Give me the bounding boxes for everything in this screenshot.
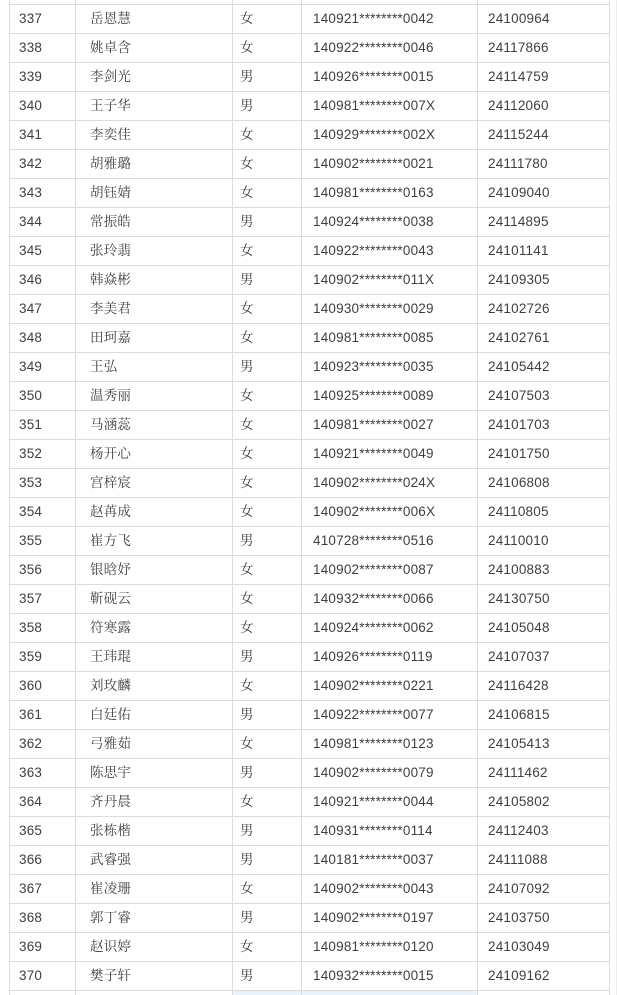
- cell-id-number: 140922********0077: [302, 701, 478, 729]
- table-row: [10, 788, 610, 817]
- cell-name: 胡雅璐: [76, 150, 233, 178]
- cell-gender: 男: [233, 759, 302, 787]
- table-body: [10, 5, 610, 991]
- cell-exam-number: [478, 991, 610, 995]
- cell-gender: 女: [233, 150, 302, 178]
- cell-exam-number: 24101750: [478, 440, 610, 468]
- cell-name: 王弘: [76, 353, 233, 381]
- cell-id-number: 140922********0046: [302, 34, 478, 62]
- table-row: [10, 759, 610, 788]
- cell-exam-number: 24102726: [478, 295, 610, 323]
- cell-name: 银晗妤: [76, 556, 233, 584]
- cell-exam-number: 24105048: [478, 614, 610, 642]
- table-row: [10, 556, 610, 585]
- cell-name: 刘玫麟: [76, 672, 233, 700]
- cell-name: 赵苒成: [76, 498, 233, 526]
- table-row: [10, 5, 610, 34]
- cell-id-number: 140921********0049: [302, 440, 478, 468]
- cell-name: 温秀丽: [76, 382, 233, 410]
- cell-gender: 女: [233, 933, 302, 961]
- cell-row-number: 338: [10, 34, 76, 62]
- table-row: [10, 440, 610, 469]
- cell-id-number: 140181********0037: [302, 846, 478, 874]
- cell-gender: 男: [233, 962, 302, 990]
- cell-gender: 男: [233, 846, 302, 874]
- cell-gender: 男: [233, 266, 302, 294]
- cell-name: 胡钰婧: [76, 179, 233, 207]
- cell-exam-number: 24100964: [478, 5, 610, 33]
- cell-id-number: 140922********0043: [302, 237, 478, 265]
- cell-name: 符寒露: [76, 614, 233, 642]
- cell-name: 郭丁睿: [76, 904, 233, 932]
- cell-row-number: 345: [10, 237, 76, 265]
- cell-row-number: 354: [10, 498, 76, 526]
- cell-row-number: 346: [10, 266, 76, 294]
- cell-id-number: 140923********0035: [302, 353, 478, 381]
- cell-row-number: 368: [10, 904, 76, 932]
- cell-gender: 女: [233, 585, 302, 613]
- cell-name: 李美君: [76, 295, 233, 323]
- cell-name: 崔凌珊: [76, 875, 233, 903]
- cell-gender: 男: [233, 92, 302, 120]
- table-row: [10, 498, 610, 527]
- cell-exam-number: 24111780: [478, 150, 610, 178]
- cell-row-number: 355: [10, 527, 76, 555]
- cell-exam-number: 24116428: [478, 672, 610, 700]
- cell-id-number: 140932********0015: [302, 962, 478, 990]
- cell-exam-number: 24109305: [478, 266, 610, 294]
- cell-exam-number: 24103049: [478, 933, 610, 961]
- cell-gender: 男: [233, 904, 302, 932]
- table-row: [10, 63, 610, 92]
- cell-id-number: 140921********0042: [302, 5, 478, 33]
- table-row: [10, 904, 610, 933]
- cell-row-number: 339: [10, 63, 76, 91]
- cell-exam-number: 24111462: [478, 759, 610, 787]
- cell-gender: [233, 991, 302, 995]
- cell-id-number: 140902********024X: [302, 469, 478, 497]
- cell-exam-number: 24105442: [478, 353, 610, 381]
- cell-gender: 男: [233, 527, 302, 555]
- cell-id-number: 140902********011X: [302, 266, 478, 294]
- cell-name: 陈思宇: [76, 759, 233, 787]
- cell-id-number: 140902********0221: [302, 672, 478, 700]
- cell-id-number: 140926********0015: [302, 63, 478, 91]
- table-row: [10, 150, 610, 179]
- cell-exam-number: 24114759: [478, 63, 610, 91]
- cell-exam-number: 24107037: [478, 643, 610, 671]
- cell-name: 武睿强: [76, 846, 233, 874]
- table-row: [10, 527, 610, 556]
- table-row: [10, 92, 610, 121]
- cell-id-number: 140921********0044: [302, 788, 478, 816]
- cell-row-number: 340: [10, 92, 76, 120]
- cell-gender: 女: [233, 469, 302, 497]
- cell-exam-number: 24109040: [478, 179, 610, 207]
- cell-id-number: 410728********0516: [302, 527, 478, 555]
- cell-row-number: 361: [10, 701, 76, 729]
- table-row: [10, 121, 610, 150]
- cell-gender: 女: [233, 121, 302, 149]
- cell-exam-number: 24109162: [478, 962, 610, 990]
- cell-row-number: 342: [10, 150, 76, 178]
- table-row: [10, 353, 610, 382]
- cell-name: 马涵蕊: [76, 411, 233, 439]
- table-row: [10, 730, 610, 759]
- cell-row-number: 360: [10, 672, 76, 700]
- table-row: [10, 179, 610, 208]
- cell-row-number: 349: [10, 353, 76, 381]
- cell-row-number: 367: [10, 875, 76, 903]
- cell-id-number: 140902********006X: [302, 498, 478, 526]
- cell-id-number: 140902********0079: [302, 759, 478, 787]
- table-row: [10, 643, 610, 672]
- cell-gender: 女: [233, 5, 302, 33]
- cell-id-number: 140924********0038: [302, 208, 478, 236]
- cell-row-number: 358: [10, 614, 76, 642]
- cell-exam-number: 24112060: [478, 92, 610, 120]
- roster-table: [9, 0, 610, 995]
- cell-id-number: 140931********0114: [302, 817, 478, 845]
- cell-row-number: 366: [10, 846, 76, 874]
- cell-gender: 男: [233, 817, 302, 845]
- cell-gender: 男: [233, 353, 302, 381]
- cell-id-number: 140981********0085: [302, 324, 478, 352]
- table-row: [10, 469, 610, 498]
- table-row: [10, 585, 610, 614]
- table-row: [10, 962, 610, 991]
- cell-id-number: 140926********0119: [302, 643, 478, 671]
- table-row: [10, 614, 610, 643]
- table-row: [10, 237, 610, 266]
- cell-name: 赵识婷: [76, 933, 233, 961]
- table-row: [10, 846, 610, 875]
- cell-exam-number: 24117866: [478, 34, 610, 62]
- cell-name: 王子华: [76, 92, 233, 120]
- cell-exam-number: 24105413: [478, 730, 610, 758]
- cell-row-number: 362: [10, 730, 76, 758]
- cell-exam-number: 24106815: [478, 701, 610, 729]
- cell-id-number: 140981********0120: [302, 933, 478, 961]
- cell-gender: [233, 0, 302, 4]
- cell-row-number: [10, 991, 76, 995]
- cell-gender: 女: [233, 237, 302, 265]
- cell-exam-number: 24101703: [478, 411, 610, 439]
- cell-exam-number: [478, 0, 610, 4]
- cell-gender: 女: [233, 875, 302, 903]
- cell-id-number: 140929********002X: [302, 121, 478, 149]
- cell-name: 李奕佳: [76, 121, 233, 149]
- cell-row-number: 357: [10, 585, 76, 613]
- cell-gender: 女: [233, 556, 302, 584]
- cell-row-number: 341: [10, 121, 76, 149]
- cell-exam-number: 24107503: [478, 382, 610, 410]
- table-row: [10, 382, 610, 411]
- table-row: [10, 266, 610, 295]
- cell-id-number: 140902********0197: [302, 904, 478, 932]
- cell-row-number: 351: [10, 411, 76, 439]
- cell-row-number: 369: [10, 933, 76, 961]
- cell-name: 王玮琨: [76, 643, 233, 671]
- cell-row-number: 347: [10, 295, 76, 323]
- cell-name: 宫梓宸: [76, 469, 233, 497]
- cell-name: 田珂嘉: [76, 324, 233, 352]
- cell-name: 樊子轩: [76, 962, 233, 990]
- cell-gender: 女: [233, 730, 302, 758]
- cell-exam-number: 24100883: [478, 556, 610, 584]
- cell-exam-number: 24105802: [478, 788, 610, 816]
- cell-row-number: 370: [10, 962, 76, 990]
- cell-row-number: 337: [10, 5, 76, 33]
- cell-gender: 女: [233, 382, 302, 410]
- cell-id-number: 140902********0021: [302, 150, 478, 178]
- cell-name: 岳恩慧: [76, 5, 233, 33]
- cell-id-number: 140981********0163: [302, 179, 478, 207]
- cell-exam-number: 24106808: [478, 469, 610, 497]
- cell-row-number: 363: [10, 759, 76, 787]
- table-row: [10, 324, 610, 353]
- partial-row-bottom: [10, 991, 610, 995]
- cell-name: 张玲翡: [76, 237, 233, 265]
- cell-row-number: [10, 0, 76, 4]
- cell-row-number: 359: [10, 643, 76, 671]
- cell-id-number: 140930********0029: [302, 295, 478, 323]
- cell-id-number: 140981********0027: [302, 411, 478, 439]
- cell-row-number: 364: [10, 788, 76, 816]
- cell-exam-number: 24130750: [478, 585, 610, 613]
- cell-exam-number: 24103750: [478, 904, 610, 932]
- cell-name: 崔方飞: [76, 527, 233, 555]
- cell-gender: 男: [233, 643, 302, 671]
- table-row: [10, 817, 610, 846]
- cell-row-number: 343: [10, 179, 76, 207]
- cell-gender: 女: [233, 179, 302, 207]
- table-row: [10, 295, 610, 324]
- cell-id-number: 140902********0087: [302, 556, 478, 584]
- cell-id-number: 140981********0123: [302, 730, 478, 758]
- table-row: [10, 933, 610, 962]
- cell-row-number: 350: [10, 382, 76, 410]
- cell-row-number: 348: [10, 324, 76, 352]
- cell-name: 李剑光: [76, 63, 233, 91]
- cell-gender: 女: [233, 411, 302, 439]
- cell-gender: 女: [233, 324, 302, 352]
- cell-exam-number: 24110805: [478, 498, 610, 526]
- cell-row-number: 365: [10, 817, 76, 845]
- cell-gender: 女: [233, 614, 302, 642]
- table-row: [10, 208, 610, 237]
- cell-exam-number: 24102761: [478, 324, 610, 352]
- table-row: [10, 672, 610, 701]
- cell-name: 姚卓含: [76, 34, 233, 62]
- cell-name: 韩焱彬: [76, 266, 233, 294]
- cell-gender: 男: [233, 63, 302, 91]
- cell-name: 张栋楷: [76, 817, 233, 845]
- cell-id-number: 140925********0089: [302, 382, 478, 410]
- cell-id-number: [302, 0, 478, 4]
- cell-gender: 女: [233, 498, 302, 526]
- cell-name: 靳砚云: [76, 585, 233, 613]
- table-row: [10, 701, 610, 730]
- cell-gender: 男: [233, 701, 302, 729]
- table-row: [10, 875, 610, 904]
- cell-row-number: 344: [10, 208, 76, 236]
- cell-name: [76, 991, 233, 995]
- cell-row-number: 353: [10, 469, 76, 497]
- cell-gender: 女: [233, 295, 302, 323]
- cell-row-number: 356: [10, 556, 76, 584]
- cell-id-number: 140924********0062: [302, 614, 478, 642]
- cell-exam-number: 24112403: [478, 817, 610, 845]
- cell-name: 齐丹晨: [76, 788, 233, 816]
- cell-exam-number: 24115244: [478, 121, 610, 149]
- table-row: [10, 34, 610, 63]
- cell-exam-number: 24107092: [478, 875, 610, 903]
- cell-name: [76, 0, 233, 4]
- cell-name: 白廷佑: [76, 701, 233, 729]
- cell-name: 常振皓: [76, 208, 233, 236]
- cell-gender: 女: [233, 788, 302, 816]
- cell-row-number: 352: [10, 440, 76, 468]
- cell-exam-number: 24101141: [478, 237, 610, 265]
- cell-gender: 女: [233, 34, 302, 62]
- table-row: [10, 411, 610, 440]
- cell-gender: 女: [233, 672, 302, 700]
- cell-exam-number: 24114895: [478, 208, 610, 236]
- cell-id-number: 140902********0043: [302, 875, 478, 903]
- cell-name: 弓雅茹: [76, 730, 233, 758]
- cell-gender: 男: [233, 208, 302, 236]
- cell-gender: 女: [233, 440, 302, 468]
- cell-id-number: 140932********0066: [302, 585, 478, 613]
- cell-exam-number: 24110010: [478, 527, 610, 555]
- cell-id-number: [302, 991, 478, 995]
- cell-name: 杨开心: [76, 440, 233, 468]
- cell-id-number: 140981********007X: [302, 92, 478, 120]
- cell-exam-number: 24111088: [478, 846, 610, 874]
